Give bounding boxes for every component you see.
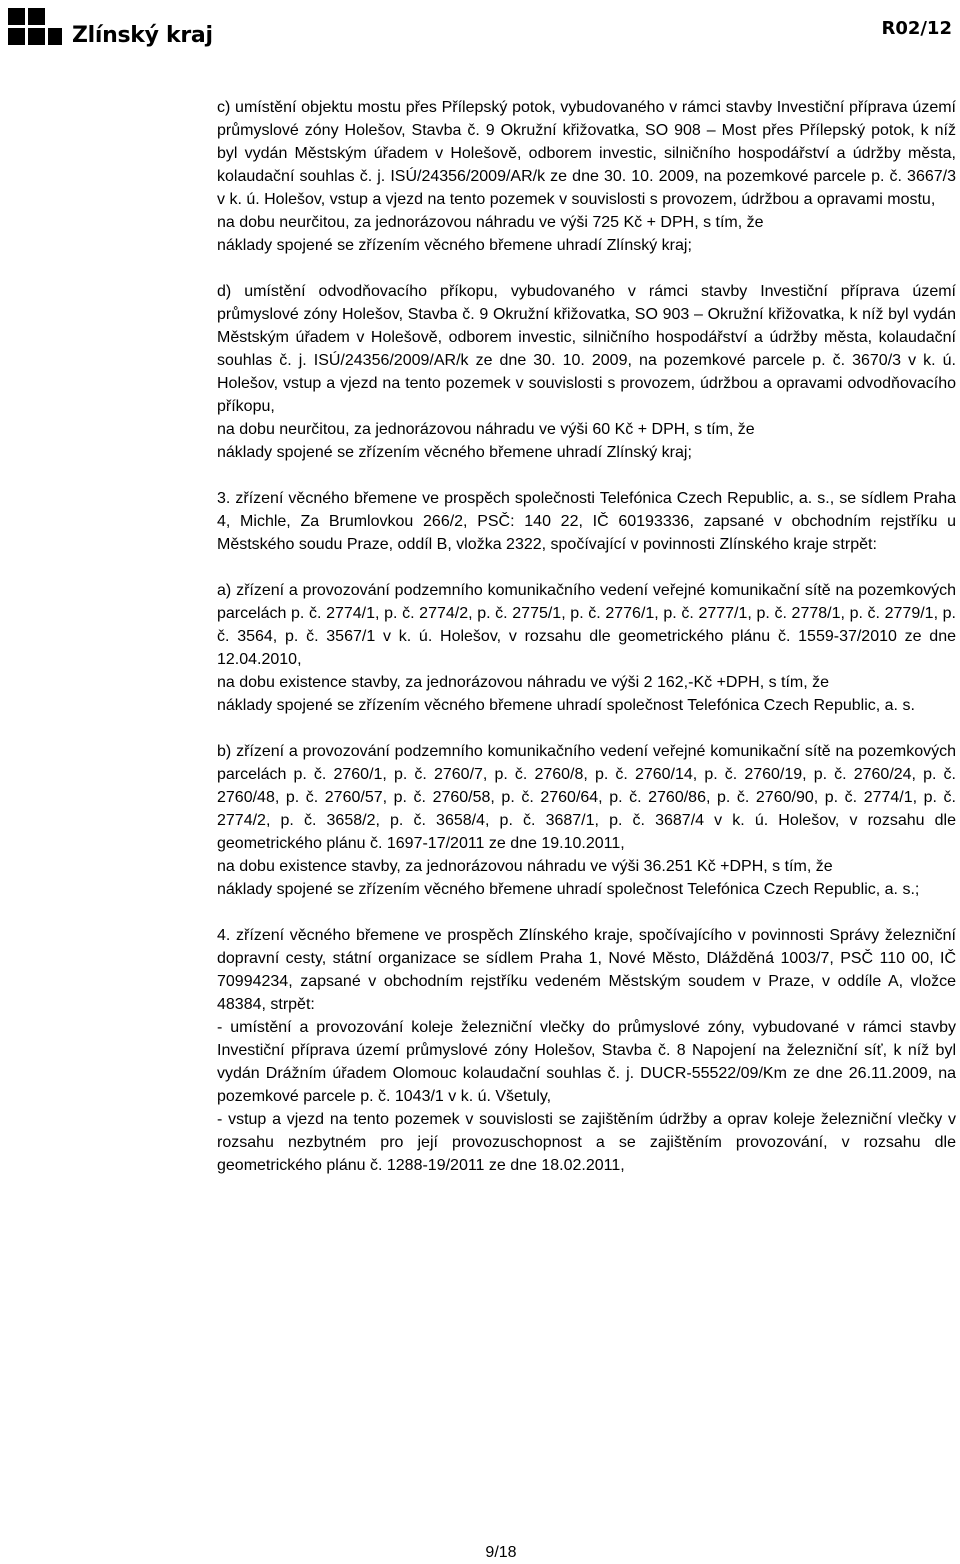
document-code: R02/12 [881,18,952,39]
paragraph: d) umístění odvodňovacího příkopu, vybudovaného v rámci stavby Investiční příprava území průmyslové zóny Holešov, Stavba č. 9 Okružní křižovatka, SO 903 – Okružní křižovatka, k níž byl vydán Městským úřadem v Holešově, odborem investic, silničního hospodářství a údržby města, kolaudační souhlas č. j. ISÚ/24356/2009/AR/k ze dne 30. 10. 2009, na pozemkové parcele p. č. 3670/3 v k. ú. Holešov, vstup a vjezd na tento pozemek v souvislosti s provozem, údržbou a opravami odvodňovacího příkopu, [217,283,956,415]
paragraph: na dobu neurčitou, za jednorázovou náhradu ve výši 725 Kč + DPH, s tím, že [217,214,764,231]
paragraph: náklady spojené se zřízením věcného břemene uhradí Zlínský kraj; [217,237,692,254]
paragraph: 4. zřízení věcného břemene ve prospěch Zlínského kraje, spočívajícího v povinnosti Správy železniční dopravní cesty, státní organizace se sídlem Praha 1, Nové Město, Dlážděná 1003/7, PSČ 110 00, IČ 70994234, zapsané v obchodním rejstříku vedeném Městským soudem v Praze, v oddíle A, vložce 48384, strpět: [217,927,956,1013]
paragraph: a) zřízení a provozování podzemního komunikačního vedení veřejné komunikační sítě na pozemkových parcelách p. č. 2774/1, p. č. 2774/2, p. č. 2775/1, p. č. 2776/1, p. č. 2777/1, p. č. 2778/1, p. č. 2779/1, p. č. 3564, p. č. 3567/1 v k. ú. Holešov, v rozsahu dle geometrického plánu č. 1559-37/2010 ze dne 12.04.2010, [217,582,956,668]
paragraph: náklady spojené se zřízením věcného břemene uhradí společnost Telefónica Czech Republic, a. s.; [217,881,920,898]
paragraph: - umístění a provozování koleje železniční vlečky do průmyslové zóny, vybudované v rámci stavby Investiční příprava území průmyslové zóny Holešov, Stavba č. 8 Napojení na železniční síť, k níž byl vydán Drážním úřadem Olomouc kolaudační souhlas č. j. DUCR-55522/09/Km ze dne 26.11.2009, na pozemkové parcele p. č. 1043/1 v k. ú. Všetuly, [217,1019,956,1105]
paragraph-gap [217,901,956,924]
paragraph: na dobu neurčitou, za jednorázovou náhradu ve výši 60 Kč + DPH, s tím, že [217,421,755,438]
paragraph-gap [217,556,956,579]
paragraph: na dobu existence stavby, za jednorázovou náhradu ve výši 2 162,-Kč +DPH, s tím, že [217,674,830,691]
paragraph: 3. zřízení věcného břemene ve prospěch společnosti Telefónica Czech Republic, a. s., se sídlem Praha 4, Michle, Za Brumlovkou 266/2, PSČ: 140 22, IČ 60193336, zapsané v obchodním rejstříku u Městského soudu Praze, oddíl B, vložka 2322, spočívající v povinnosti Zlínského kraje strpět: [217,490,956,553]
page-footer [0,1544,960,1562]
page-header [0,0,960,60]
paragraph: náklady spojené se zřízením věcného břemene uhradí společnost Telefónica Czech Republic, a. s. [217,697,915,714]
paragraph: náklady spojené se zřízením věcného břemene uhradí Zlínský kraj; [217,444,692,461]
logo-squares-icon [8,8,62,48]
paragraph-gap [217,257,956,280]
paragraph: na dobu existence stavby, za jednorázovou náhradu ve výši 36.251 Kč +DPH, s tím, že [217,858,833,875]
document-body [217,96,956,1177]
paragraph: - vstup a vjezd na tento pozemek v souvislosti se zajištěním údržby a oprav koleje železniční vlečky v rozsahu nezbytném pro její provozuschopnost a se zajištěním provozování, v rozsahu dle geometrického plánu č. 1288-19/2011 ze dne 18.02.2011, [217,1111,956,1174]
page-number: 9/18 [485,1544,517,1561]
paragraph: b) zřízení a provozování podzemního komunikačního vedení veřejné komunikační sítě na pozemkových parcelách p. č. 2760/1, p. č. 2760/7, p. č. 2760/8, p. č. 2760/14, p. č. 2760/19, p. č. 2760/24, p. č. 2760/48, p. č. 2760/57, p. č. 2760/58, p. č. 2760/64, p. č. 2760/86, p. č. 2760/90, p. č. 2774/1, p. č. 2774/2, p. č. 3658/2, p. č. 3658/4, p. č. 3687/1, p. č. 3687/4 v k. ú. Holešov, v rozsahu dle geometrického plánu č. 1697-17/2011 ze dne 19.10.2011, [217,743,956,852]
logo-text: Zlínský kraj [72,22,213,48]
paragraph-gap [217,717,956,740]
paragraph: c) umístění objektu mostu přes Přílepský potok, vybudovaného v rámci stavby Investiční příprava území průmyslové zóny Holešov, Stavba č. 9 Okružní křižovatka, SO 908 – Most přes Přílepský potok, k níž byl vydán Městským úřadem v Holešově, odborem investic, silničního hospodářství a údržby města, kolaudační souhlas č. j. ISÚ/24356/2009/AR/k ze dne 30. 10. 2009, na pozemkové parcele p. č. 3667/3 v k. ú. Holešov, vstup a vjezd na tento pozemek v souvislosti s provozem, údržbou a opravami mostu, [217,99,956,208]
zlinsky-kraj-logo [8,8,213,48]
paragraph-gap [217,464,956,487]
